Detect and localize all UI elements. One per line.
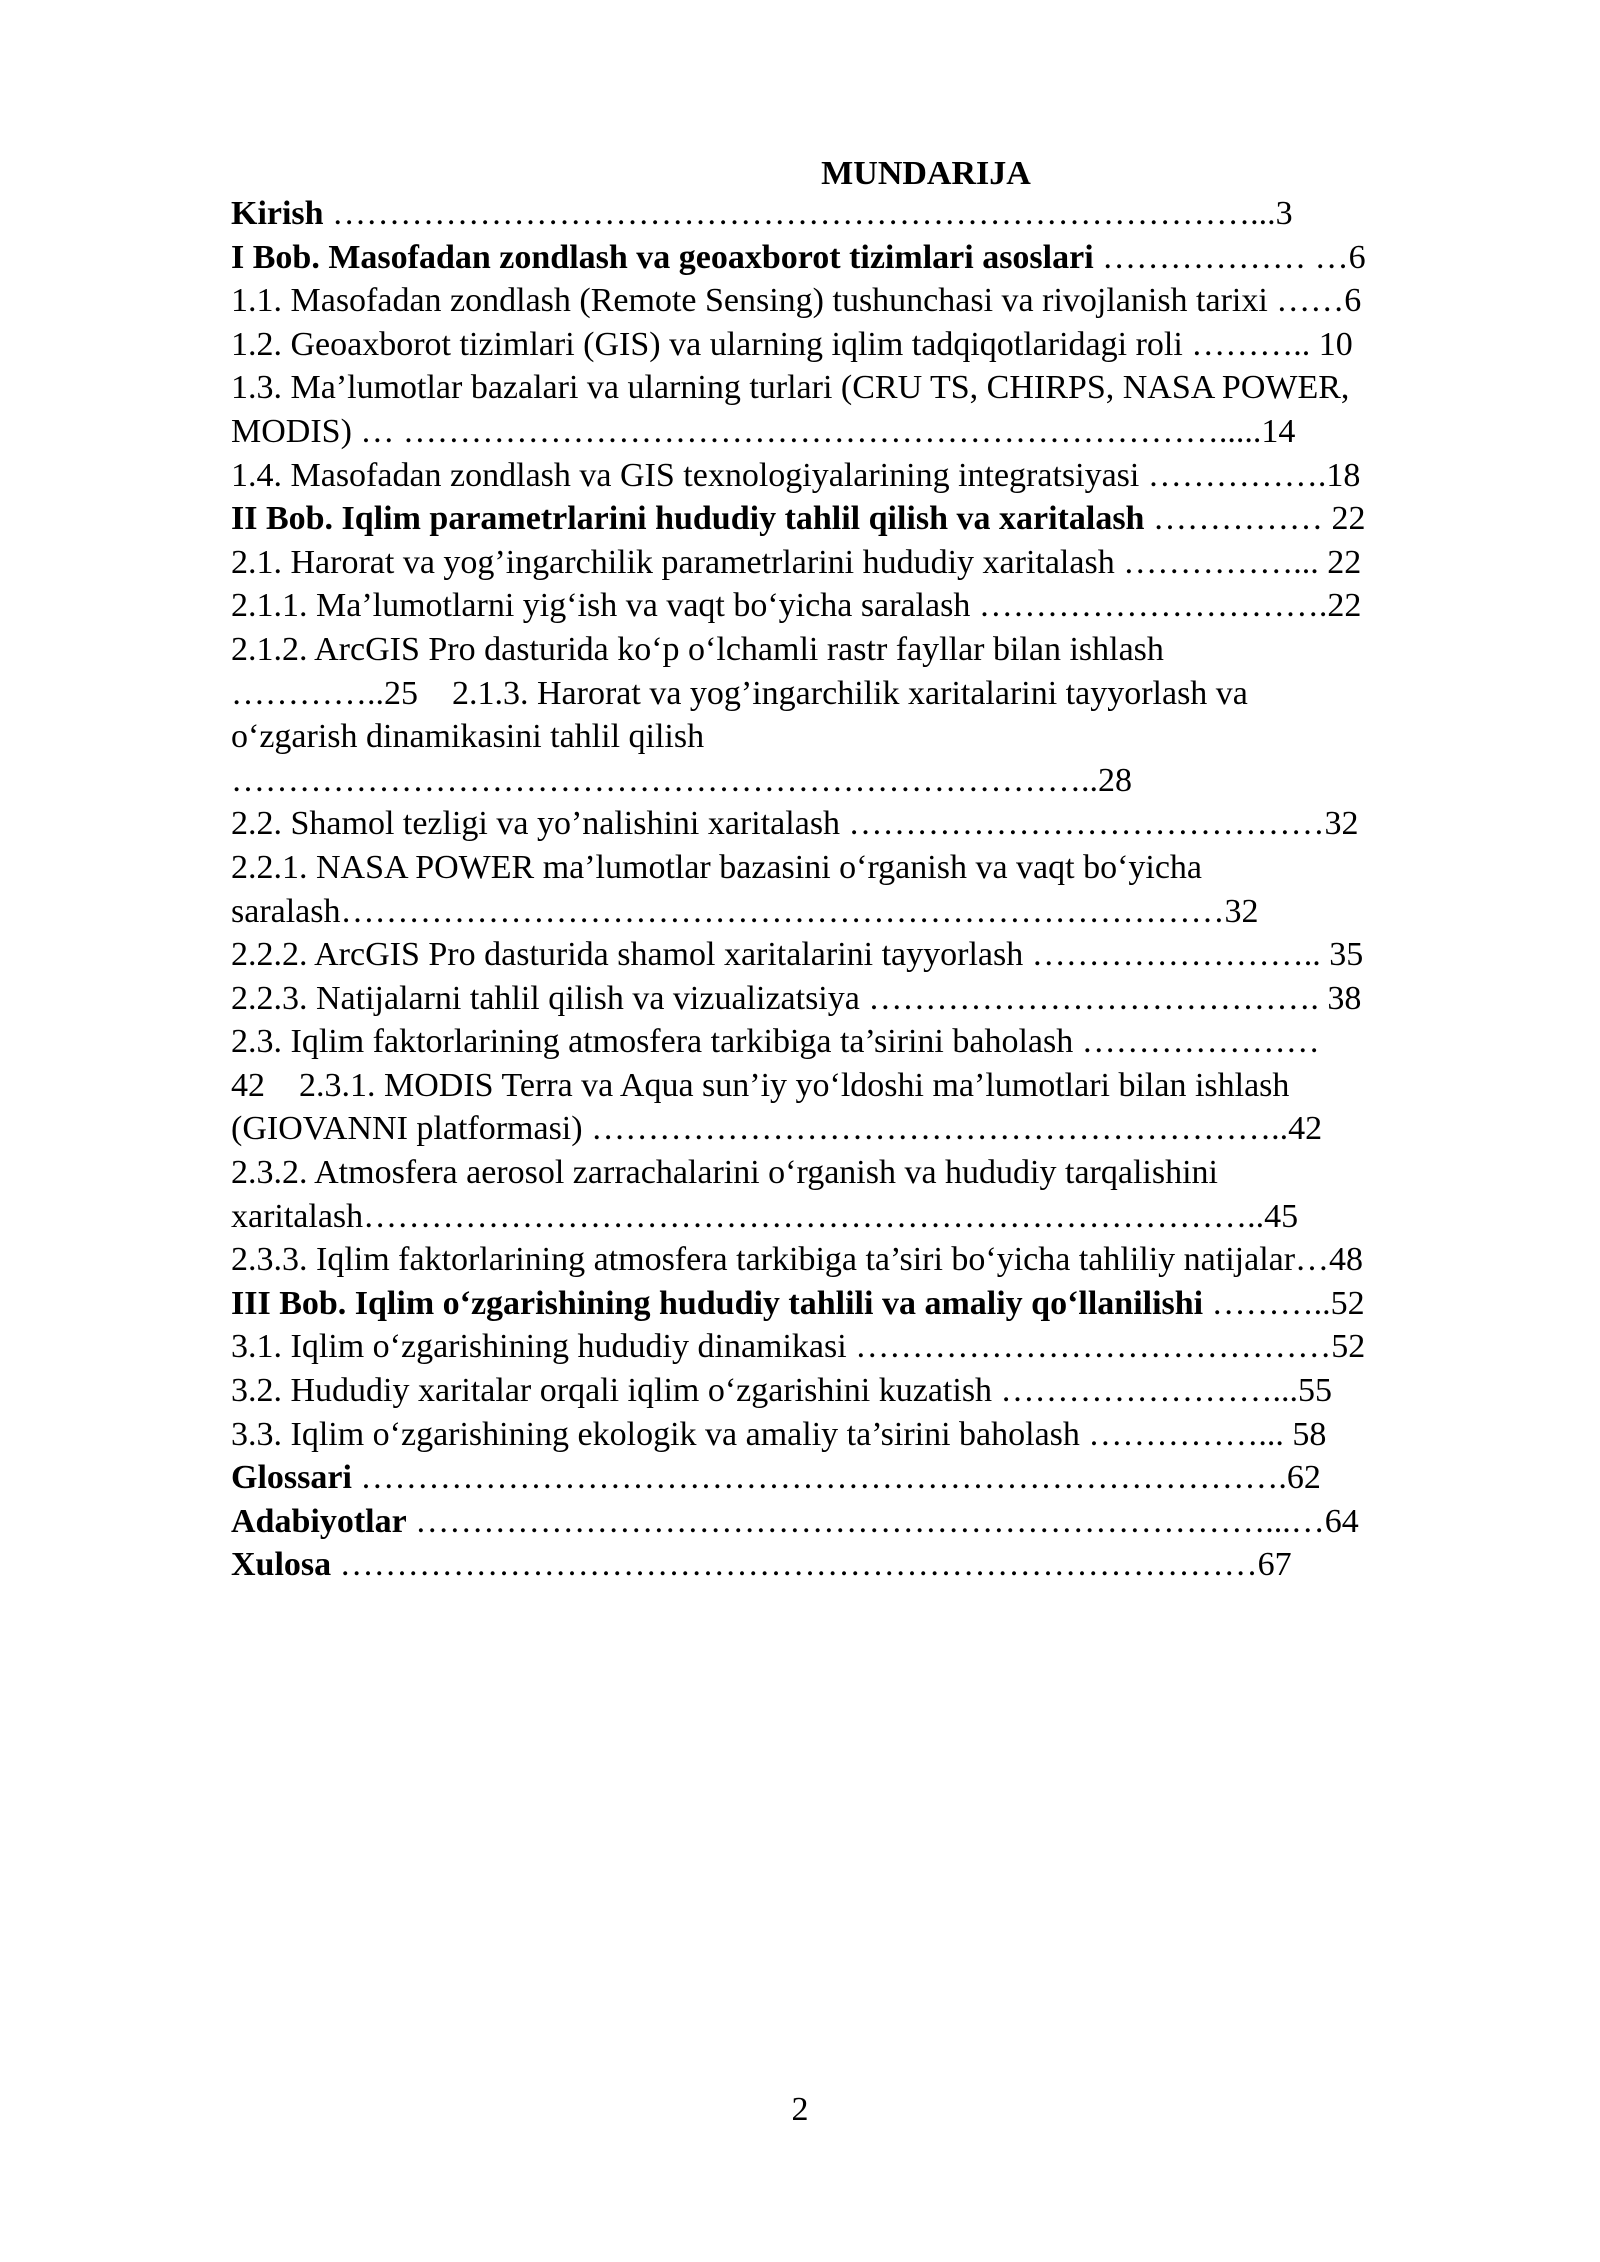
toc-entry [231, 1456, 1491, 1500]
toc-entry [231, 1500, 1491, 1544]
toc-entry [231, 192, 1491, 236]
toc-entry [231, 759, 1491, 803]
toc-entry-text: 3.1. Iqlim o‘zgarishining hududiy dinamikasi ……………………………………52 [231, 1328, 1366, 1366]
toc-entry [231, 323, 1491, 367]
toc-entry-text: 2.1. Harorat va yog’ingarchilik parametrlarini hududiy xaritalash ……………... 22 [231, 543, 1362, 581]
toc-entry [231, 1238, 1491, 1282]
toc-entry [231, 236, 1491, 280]
toc-entry [231, 497, 1491, 541]
toc-entry-text: 1.4. Masofadan zondlash va GIS texnologiyalarining integratsiyasi …………….18 [231, 456, 1361, 494]
toc-entry [231, 541, 1491, 585]
toc-entry-heading: II Bob. Iqlim parametrlarini hududiy tahlil qilish va xaritalash [231, 500, 1145, 538]
toc-entry [231, 628, 1491, 672]
toc-entry-leader: …………… 22 [1144, 500, 1366, 538]
toc-entry [231, 1151, 1491, 1195]
toc-entry [231, 454, 1491, 498]
toc-entry-text: 1.3. Ma’lumotlar bazalari va ularning turlari (CRU TS, CHIRPS, NASA POWER, [231, 369, 1350, 407]
toc-entry-text: 1.1. Masofadan zondlash (Remote Sensing) tushunchasi va rivojlanish tarixi ……6 [231, 282, 1362, 320]
toc-entry-heading: Adabiyotlar [231, 1502, 407, 1540]
toc-entry-leader: …………………………………………………………………...…64 [406, 1502, 1359, 1540]
toc-entry-text: …………..25 2.1.3. Harorat va yog’ingarchilik xaritalarini tayyorlash va [231, 674, 1248, 712]
toc-entry-text: 2.2.3. Natijalarni tahlil qilish va vizualizatsiya …………………………………. 38 [231, 979, 1362, 1017]
toc-entry-text: xaritalash……………………………………………………………………..45 [231, 1197, 1299, 1235]
toc-title: MUNDARIJA [821, 155, 1031, 192]
toc-entry [231, 672, 1491, 716]
toc-entry-leader: ………………………………………………………………………67 [331, 1546, 1292, 1584]
toc-entry-text: 2.3.2. Atmosfera aerosol zarrachalarini o‘rganish va hududiy tarqalishini [231, 1154, 1218, 1192]
toc-entry-text: 2.3. Iqlim faktorlarining atmosfera tarkibiga ta’sirini baholash ………………… [231, 1023, 1320, 1061]
toc-entry [231, 1325, 1491, 1369]
toc-entry-leader: ……………… …6 [1093, 238, 1366, 276]
page-number: 2 [791, 2091, 809, 2128]
toc-entry [231, 1195, 1491, 1239]
toc-entry-text: 3.2. Hududiy xaritalar orqali iqlim o‘zgarishini kuzatish ……………………...55 [231, 1372, 1333, 1410]
toc-entry-heading: Glossari [231, 1459, 352, 1497]
toc-entry-text: saralash……………………………………………………………………32 [231, 892, 1259, 930]
toc-entry-leader: ………..52 [1203, 1284, 1365, 1322]
toc-entry-text: 2.1.1. Ma’lumotlarni yig‘ish va vaqt bo‘yicha saralash ………………………….22 [231, 587, 1362, 625]
toc-entry-text: …………………………………………………………………..28 [231, 761, 1132, 799]
toc-entry-leader: ………………………………………………………………………...3 [323, 195, 1293, 232]
toc-entry [231, 1543, 1491, 1587]
toc-entry-text: 2.2. Shamol tezligi va yo’nalishini xaritalash ……………………………………32 [231, 805, 1359, 843]
toc-entry-text: 2.1.2. ArcGIS Pro dasturida ko‘p o‘lchamli rastr fayllar bilan ishlash [231, 630, 1164, 668]
toc-entry [231, 366, 1491, 410]
toc-entry [231, 715, 1491, 759]
toc-entry [231, 890, 1491, 934]
toc-entry-text: 1.2. Geoaxborot tizimlari (GIS) va ularning iqlim tadqiqotlaridagi roli ……….. 10 [231, 325, 1353, 363]
toc-entry [231, 1107, 1491, 1151]
toc-entry [231, 1413, 1491, 1457]
toc-entry-heading: III Bob. Iqlim o‘zgarishining hududiy tahlili va amaliy qo‘llanilishi [231, 1284, 1204, 1322]
toc-entry [231, 1282, 1491, 1326]
toc-entry-heading: Kirish [231, 195, 324, 232]
toc-entry-heading: I Bob. Masofadan zondlash va geoaxborot tizimlari asoslari [231, 238, 1094, 276]
toc-entry [231, 1369, 1491, 1413]
toc-entry-text: (GIOVANNI platformasi) ……………………………………………………..42 [231, 1110, 1323, 1148]
toc-entry-text: o‘zgarish dinamikasini tahlil qilish [231, 718, 705, 756]
toc-entry-text: 3.3. Iqlim o‘zgarishining ekologik va amaliy ta’sirini baholash ……………... 58 [231, 1415, 1327, 1453]
toc-entry-leader: ……………………………………………………………………….62 [351, 1459, 1321, 1497]
toc-entry [231, 846, 1491, 890]
toc-entry-text: 2.2.1. NASA POWER ma’lumotlar bazasini o‘rganish va vaqt bo‘yicha [231, 848, 1203, 886]
toc-entry-text: 2.2.2. ArcGIS Pro dasturida shamol xaritalarini tayyorlash …………………….. 35 [231, 936, 1364, 974]
toc-entry-text: 2.3.3. Iqlim faktorlarining atmosfera tarkibiga ta’siri bo‘yicha tahliliy natijalar…48 [231, 1241, 1364, 1279]
toc-entry [231, 584, 1491, 628]
table-of-contents [231, 150, 1491, 1587]
toc-entry [231, 802, 1491, 846]
toc-entry [231, 410, 1491, 454]
toc-entry [231, 933, 1491, 977]
toc-entry [231, 279, 1491, 323]
toc-entry [231, 1020, 1491, 1064]
toc-entry-text: 42 2.3.1. MODIS Terra va Aqua sun’iy yo‘ldoshi ma’lumotlari bilan ishlash [231, 1066, 1290, 1104]
toc-lines [231, 192, 1491, 1587]
toc-entry [231, 1064, 1491, 1108]
toc-entry-text: MODIS) … ……………………………………………………………….....14 [231, 412, 1296, 450]
toc-entry [231, 977, 1491, 1021]
toc-entry-heading: Xulosa [231, 1546, 332, 1584]
